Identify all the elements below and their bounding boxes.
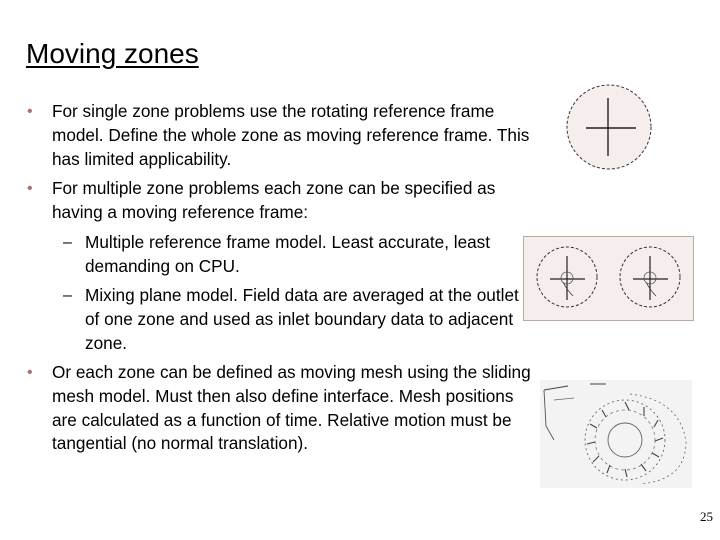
multiple-zones-figure	[523, 236, 695, 322]
bullet-marker: •	[27, 364, 33, 381]
sub-bullet-1-text: Multiple reference frame model. Least accurate, least demanding on CPU.	[85, 232, 491, 276]
bullet-1-text: For single zone problems use the rotating reference frame model. Define the whole zone as moving reference frame. This has limited applicability.	[52, 101, 530, 169]
bullet-2-text: For multiple zone problems each zone can be specified as having a moving reference frame:	[52, 178, 496, 222]
sub-bullet-2-text: Mixing plane model. Field data are averaged at the outlet of one zone and used as inlet boundary data to adjacent zone.	[85, 285, 519, 353]
sliding-mesh-figure	[540, 380, 692, 488]
sub-bullet-marker: –	[63, 287, 72, 304]
page-number: 25	[700, 509, 713, 524]
single-zone-figure	[562, 78, 656, 176]
bullet-3-text: Or each zone can be defined as moving mesh using the sliding mesh model. Must then also define interface. Mesh positions are calculated as a function of time. Relative motion must be tangential (no normal translation).	[52, 362, 531, 454]
sub-bullet-marker: –	[63, 234, 72, 251]
bullet-marker: •	[27, 103, 33, 120]
bullet-marker: •	[27, 180, 33, 197]
slide-title: Moving zones	[26, 38, 199, 69]
